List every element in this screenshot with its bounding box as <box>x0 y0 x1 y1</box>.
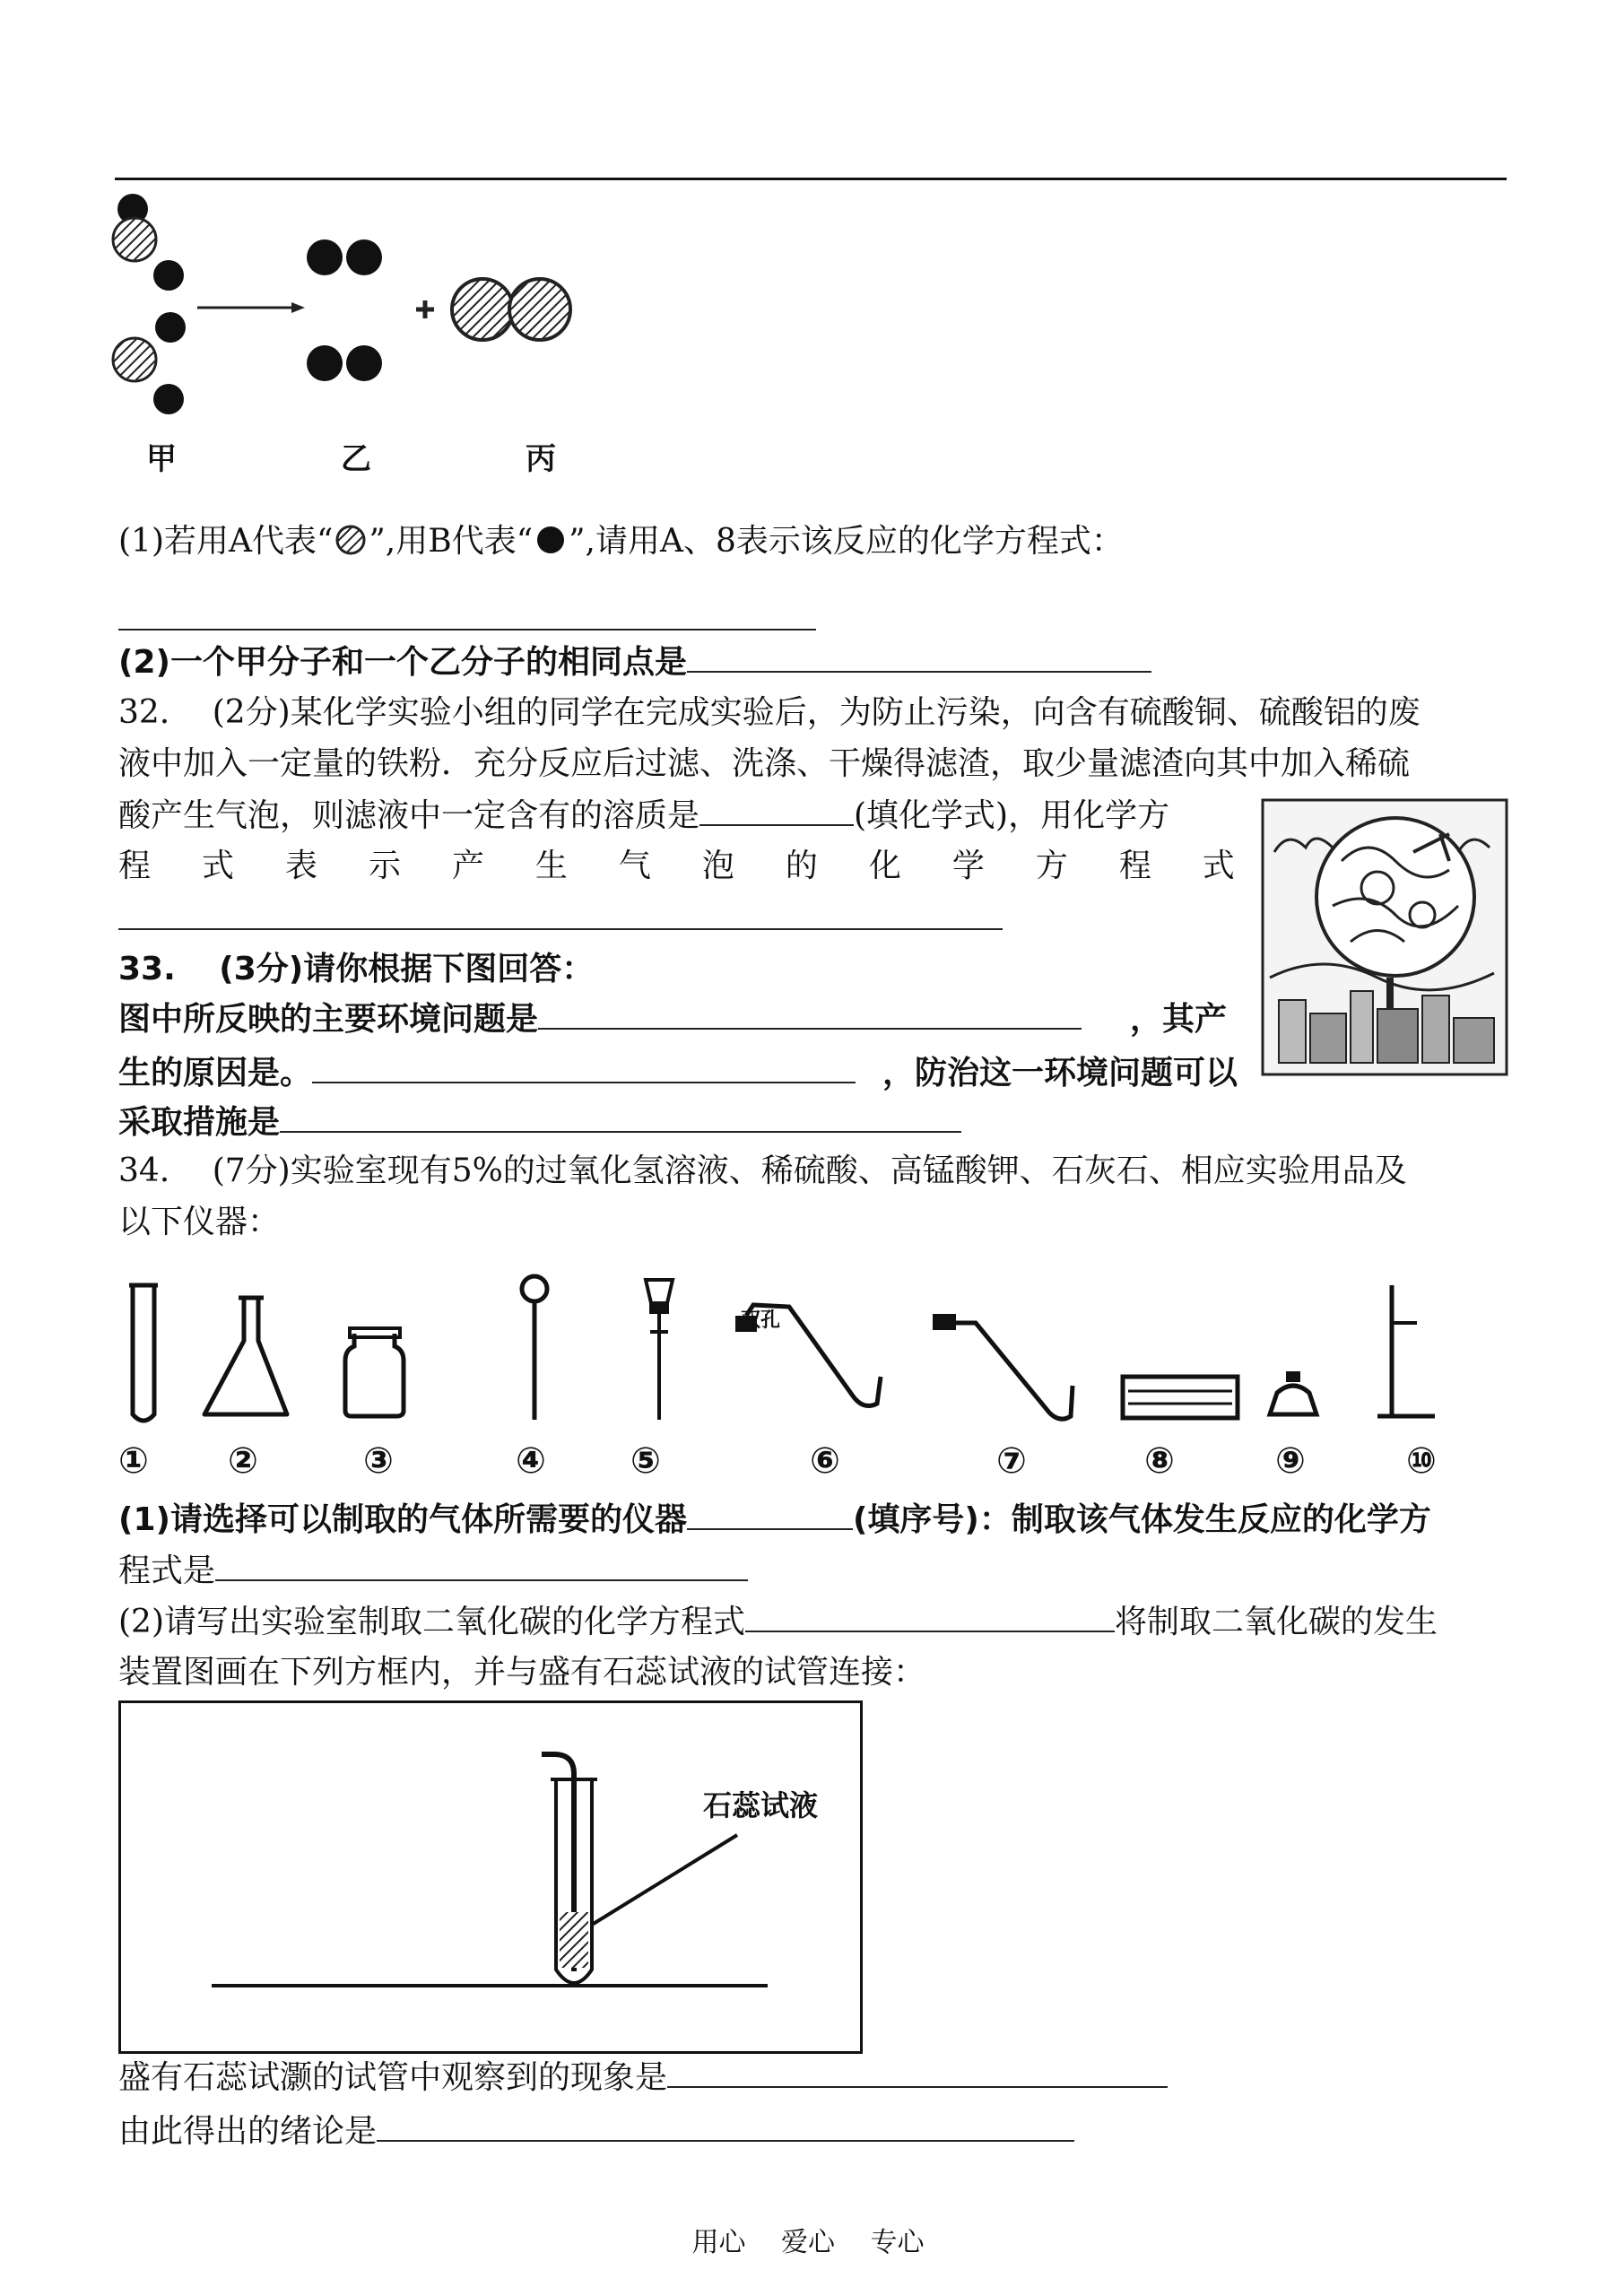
q33-measure-blank[interactable] <box>280 1100 961 1133</box>
q33-line2: 图中所反映的主要环境问题是 ，其产 <box>118 997 1227 1041</box>
instrument-number-2: ② <box>228 1440 258 1482</box>
jia-molecule-bottom <box>113 312 186 414</box>
q32-line4 <box>118 845 1235 888</box>
q32-line4-char: 化 <box>868 848 901 884</box>
q32-line4-char: 方 <box>1035 848 1068 884</box>
iron-stand-icon <box>1377 1285 1435 1416</box>
q34-equation-blank-1[interactable] <box>215 1549 748 1581</box>
q34-part2-line2: 装置图画在下列方框内，并与盛有石蕊试液的试管连接： <box>118 1654 926 1691</box>
q32-line4-char: 式 <box>201 848 234 884</box>
q32-line4-char: 表 <box>284 848 317 884</box>
q32-line4-char: 程 <box>118 848 152 884</box>
litmus-pointer-line <box>592 1835 737 1925</box>
q33-line3: 生的原因是。 ，防治这一环境问题可以 <box>118 1051 1238 1095</box>
q34-part2-line1: (2)请写出实验室制取二氧化碳的化学方程式 将制取二氧化碳的发生 <box>118 1600 1438 1644</box>
litmus-test-tube-icon <box>542 1754 597 1983</box>
q34-instrument-blank[interactable] <box>687 1498 853 1530</box>
label-yi: 乙 <box>341 441 371 477</box>
q32-line2: 液中加入一定量的铁粉．充分反应后过滤、洗涤、干燥得滤渣，取少量滤渣向其中加入稀硫 <box>118 745 1411 782</box>
atom-a-hatched-icon <box>333 525 369 555</box>
q31-part1: (1)若用A代表“ ”,用B代表“ ”,请用A、8表示该反应的化学方程式： <box>118 523 1124 560</box>
jia-molecule-top <box>113 194 184 291</box>
litmus-test-tube-drawing <box>118 1700 863 2052</box>
q33-cause-blank[interactable] <box>312 1051 856 1083</box>
q34-co2-equation-blank[interactable] <box>745 1600 1115 1632</box>
label-jia: 甲 <box>146 441 177 477</box>
instrument-number-7: ⑦ <box>996 1440 1027 1482</box>
label-bing: 丙 <box>526 441 556 477</box>
q34-part1-line2: 程式是 <box>118 1549 748 1593</box>
alcohol-lamp-icon <box>1270 1371 1316 1414</box>
q34-conclusion-blank[interactable] <box>377 2109 1074 2142</box>
q32-line4-char: 学 <box>951 848 985 884</box>
double-hole-label: 双孔 <box>741 1309 781 1332</box>
pollution-illustration <box>1261 798 1508 1076</box>
q34-line1: 34. (7分)实验室现有5%的过氧化氢溶液、稀硫酸、高锰酸钾、石灰石、相应实验用品及 <box>118 1152 1407 1189</box>
q33-line1: 33. (3分)请你根据下图回答： <box>118 951 595 987</box>
q34-part1-line1: (1)请选择可以制取的气体所需要的仪器 (填序号)：制取该气体发生反应的化学方 <box>118 1498 1431 1542</box>
page-footer: 用心 爱心 专心 <box>691 2227 925 2258</box>
q32-line4-char: 产 <box>451 848 484 884</box>
instrument-number-5: ⑤ <box>630 1440 661 1482</box>
long-neck-funnel-icon <box>522 1276 547 1420</box>
q32-line4-char: 示 <box>368 848 401 884</box>
single-hole-stopper-tube-icon <box>933 1314 1073 1419</box>
gas-collecting-bottle-icon <box>345 1328 404 1416</box>
bing-molecule <box>452 279 570 340</box>
instrument-number-1: ① <box>118 1440 149 1482</box>
water-trough-icon <box>1123 1377 1238 1418</box>
q32-line4-char: 生 <box>534 848 568 884</box>
lab-instruments-row <box>108 1260 1507 1435</box>
q33-problem-blank[interactable] <box>538 997 1082 1030</box>
q32-line4-char: 气 <box>618 848 651 884</box>
plus-sign <box>416 300 434 318</box>
reaction-arrow <box>197 302 305 313</box>
q31-answer-blank-1[interactable] <box>118 629 816 631</box>
q34-observation-blank[interactable] <box>667 2056 1168 2088</box>
separatory-funnel-icon <box>646 1280 673 1420</box>
instrument-number-4: ④ <box>516 1440 546 1482</box>
polluted-earth-globe-icon <box>1316 818 1474 976</box>
q32-equation-blank[interactable] <box>118 928 1003 930</box>
q32-line1: 32. (2分)某化学实验小组的同学在完成实验后，为防止污染，向含有硫酸铜、硫酸铝的废 <box>118 694 1421 731</box>
q31-answer-blank-2[interactable] <box>687 640 1151 673</box>
yi-molecule-top <box>307 239 382 275</box>
q32-line4-char: 泡 <box>701 848 734 884</box>
q34-conclusion-line: 由此得出的绪论是 <box>118 2109 1074 2153</box>
yi-molecule-bottom <box>307 345 382 381</box>
q32-line4-char: 程 <box>1118 848 1151 884</box>
q32-line4-char: 式 <box>1202 848 1235 884</box>
q32-line4-char: 的 <box>785 848 818 884</box>
instrument-number-9: ⑨ <box>1275 1440 1306 1482</box>
litmus-label: 石蕊试液 <box>703 1788 819 1822</box>
header-rule <box>115 178 1507 180</box>
instrument-number-6: ⑥ <box>810 1440 840 1482</box>
instrument-number-8: ⑧ <box>1144 1440 1175 1482</box>
q33-line4: 采取措施是 <box>118 1100 961 1144</box>
q34-observation-line: 盛有石蕊试灏的试管中观察到的现象是 <box>118 2056 1168 2100</box>
test-tube-icon <box>129 1285 158 1421</box>
atom-b-black-icon <box>533 525 569 555</box>
instrument-number-10: ⑩ <box>1406 1440 1437 1482</box>
q32-line3: 酸产生气泡，则滤液中一定含有的溶质是 (填化学式)，用化学方 <box>118 794 1169 838</box>
instrument-number-3: ③ <box>363 1440 394 1482</box>
q34-line2: 以下仪器： <box>118 1204 281 1240</box>
conical-flask-icon <box>204 1298 287 1414</box>
q31-part2: (2)一个甲分子和一个乙分子的相同点是 <box>118 640 1151 684</box>
q32-solute-blank[interactable] <box>699 794 854 826</box>
